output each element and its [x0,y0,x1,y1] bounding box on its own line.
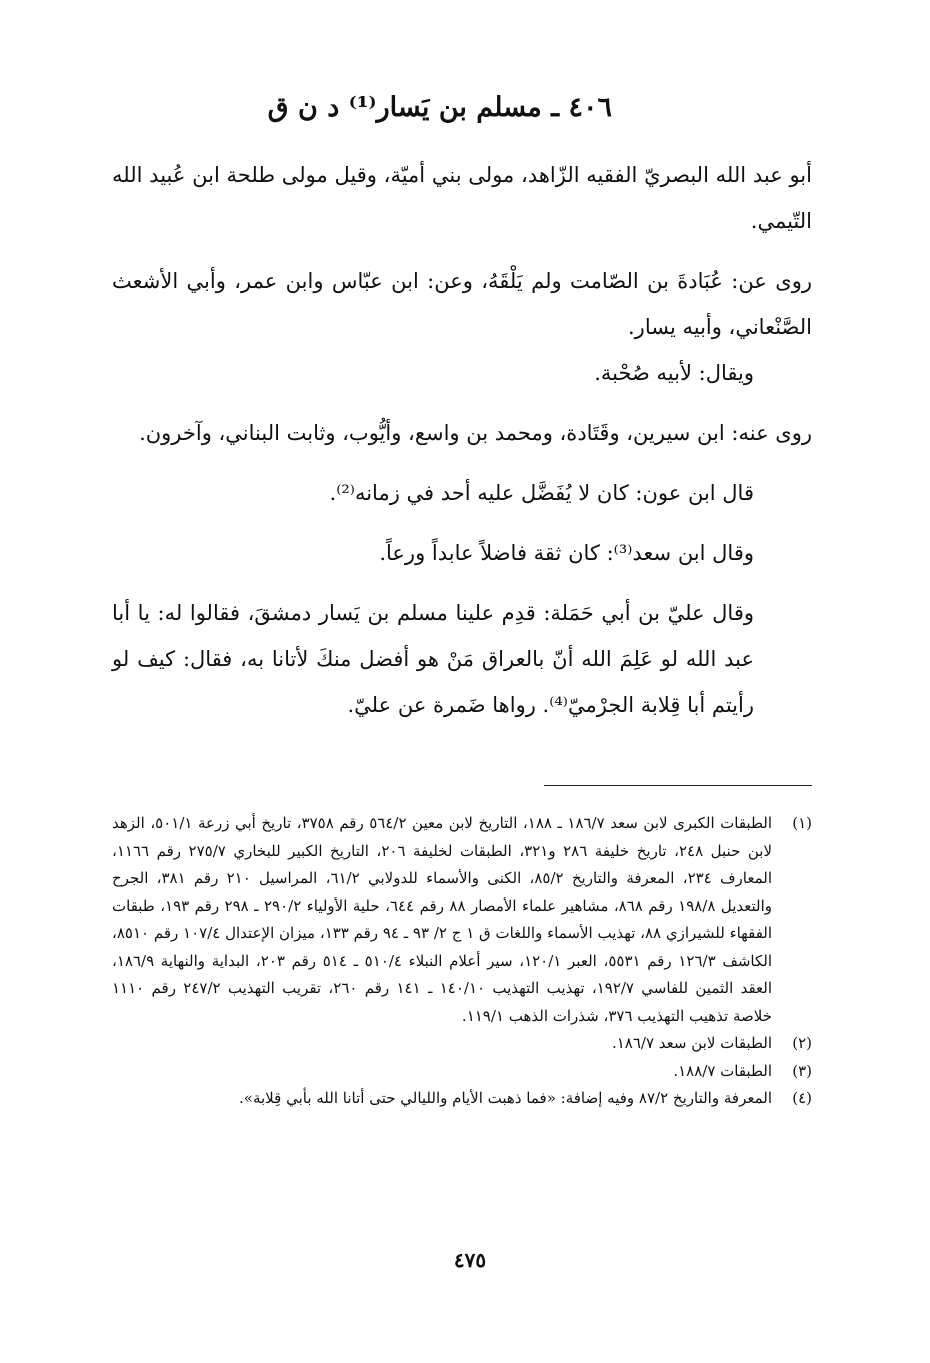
footnote-text: المعرفة والتاريخ ٨٧/٢ وفيه إضافة: «فما ذهبت الأيام والليالي حتى أتانا الله بأبي قِلابة». [239,1089,772,1107]
entry-body [112,152,812,728]
footnotes [112,810,812,1113]
footnote-1 [112,810,812,1030]
footnote-4 [112,1085,812,1113]
footnote-text: الطبقات الكبرى لابن سعد ١٨٦/٧ ـ ١٨٨، التاريخ لابن معين ٥٦٤/٢ رقم ٣٧٥٨، تاريخ أبي زرعة ٥٠١/١، الزهد لابن حنبل ٢٤٨، تاريخ خليفة ٢٨٦ و٣٢١، الطبقات لخليفة ٢٠٦، التاريخ الكبير للبخاري ٢٧٥/٧ رقم ١١٦٦، المعارف ٢٣٤، المعرفة والتاريخ ٨٥/٢، الكنى والأسماء للدولابي ٦١/٢، المراسيل ٢١٠ رقم ٣٨١، الجرح والتعديل ١٩٨/٨ رقم ٨٦٨، مشاهير علماء الأمصار ٨٨ رقم ٦٤٤، حلية الأولياء ٢٩٠/٢ ـ ٢٩٨ رقم ١٩٣، طبقات الفقهاء للشيرازي ٨٨، تهذيب الأسماء واللغات ق ١ ج ٢/ ٩٣ ـ ٩٤ رقم ١٣٣، ميزان الإعتدال ١٠٧/٤ رقم ٨٥١٠، الكاشف ١٢٦/٣ رقم ٥٥٣١، العبر ١٢٠/١، سير أعلام النبلاء ٥١٠/٤ ـ ٥١٤ رقم ٢٠٣، البداية والنهاية ١٨٦/٩، العقد الثمين للفاسي ١٩٢/٧، تهذيب التهذيب ١٤٠/١٠ ـ ١٤١ رقم ٢٦٠، تقريب التهذيب ٢٤٧/٢ رقم ١١١٠ خلاصة تذهيب التهذيب ٣٧٦، شذرات الذهب ١١٩/١. [112,814,773,1025]
footnote-2 [112,1030,812,1058]
paragraph-narrated-by: روى عنه: ابن سيرين، وقَتَادة، ومحمد بن واسع، وأيُّوب، وثابت البناني، وآخرون. [139,421,812,445]
paragraph-ibn-saad: وقال ابن سعد⁽³⁾: كان ثقة فاضلاً عابداً ورعاً. [379,541,754,565]
footnote-3 [112,1058,812,1086]
footnote-number: (٢) [792,1034,812,1052]
footnote-number: (٣) [792,1061,812,1080]
paragraph-kunya: أبو عبد الله البصريّ الفقيه الزّاهد، مولى بني أميّة، وقيل مولى طلحة ابن عُبيد الله التّيمي. [112,163,812,233]
footnote-text: الطبقات ١٨٨/٧. [673,1061,772,1080]
paragraph-narrated-from: روى عن: عُبَادةَ بن الصّامت ولم يَلْقَهُ، وعن: ابن عبّاس وابن عمر، وأبي الأشعث الصَّنْعاني، وأبيه يسار. [112,269,812,339]
paragraph-ali-ibn-hamala: وقال عليّ بن أبي حَمَلة: قدِم علينا مسلم بن يَسار دمشقَ، فقالوا له: يا أبا عبد الله لو عَلِمَ الله أنّ بالعراق مَنْ هو أفضل منكَ لأتانا به، فقال: كيف لو رأيتم أبا قِلابة الجرْميّ⁽⁴⁾. رواها ضَمرة عن عليّ. [112,601,754,717]
paragraph-companionship: ويقال: لأبيه صُحْبة. [594,361,754,385]
footnote-number: (٤) [792,1089,812,1107]
footnote-divider [544,785,812,786]
entry-title: ٤٠٦ ـ مسلم بن يَسار⁽¹⁾ د ن ق [267,92,612,123]
footnote-number: (١) [792,814,812,832]
page-number: ٤٧٥ [453,1248,487,1272]
paragraph-ibn-awn: قال ابن عون: كان لا يُفَضَّل عليه أحد في زمانه⁽²⁾. [329,481,754,505]
footnote-text: الطبقات لابن سعد ١٨٦/٧. [611,1034,772,1052]
